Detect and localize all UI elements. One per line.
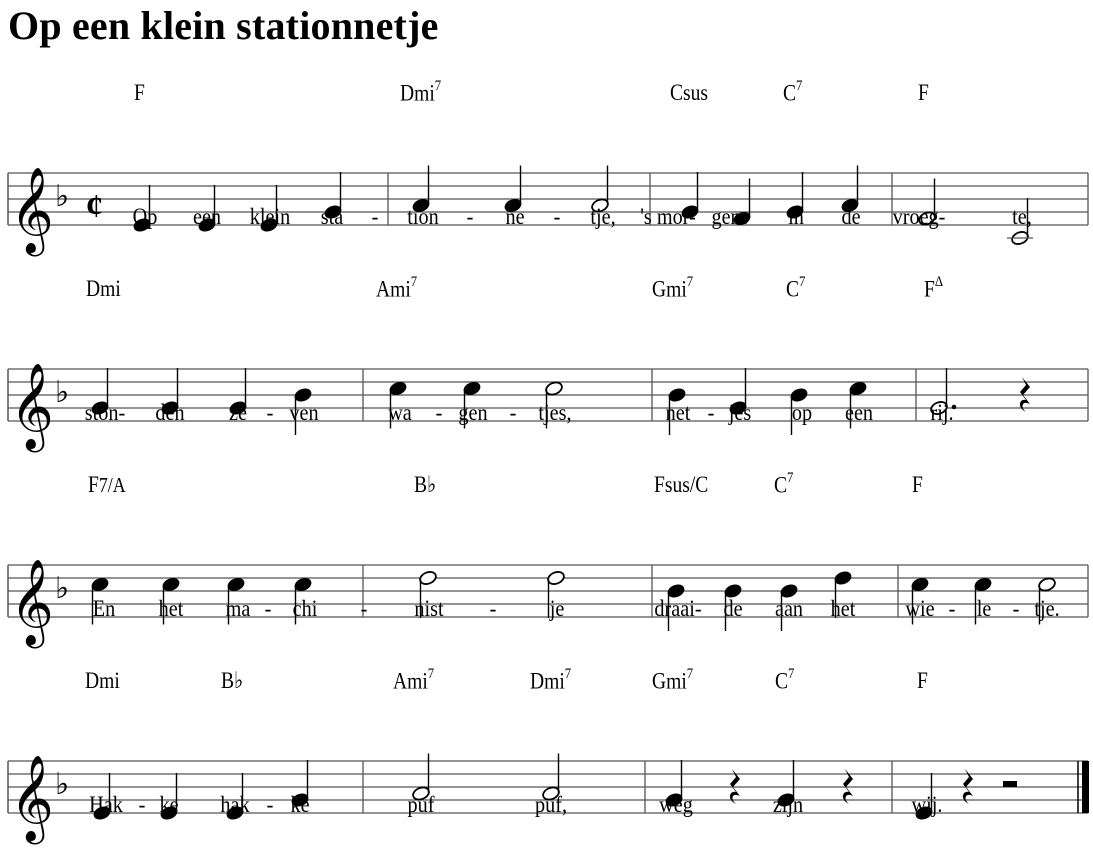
lyric-hyphen: -	[138, 792, 146, 817]
chord-extension: 7	[787, 470, 794, 486]
chord-root: Dmi	[85, 668, 120, 693]
lyric-syllable: En	[92, 596, 116, 621]
chord-symbol	[221, 668, 243, 694]
lyric-syllable: ke	[159, 792, 179, 817]
lyric-syllable: je	[549, 596, 565, 621]
chord-root: F	[924, 276, 935, 302]
chord-extension: 7	[788, 666, 795, 682]
chord-root: Dmi	[400, 80, 435, 106]
treble-clef-icon: 𝄞	[10, 559, 54, 645]
lyric-syllable: ston-	[84, 400, 126, 425]
chord-root: C	[786, 276, 800, 302]
lyric-syllable: aan	[774, 596, 804, 621]
lyric-syllable: tje,	[590, 204, 616, 229]
lyric-hyphen: -	[360, 596, 368, 621]
staff-3	[0, 450, 1093, 655]
chord-symbol	[912, 472, 923, 498]
staff-system-4	[0, 646, 1093, 851]
lyric-syllable: ven	[289, 400, 319, 425]
lyric-hyphen: -	[948, 596, 956, 621]
staff-system-2	[0, 254, 1093, 459]
lyric-syllable: het	[830, 596, 856, 621]
chord-symbol	[670, 80, 708, 106]
chord-symbol	[400, 80, 441, 107]
lyric-syllable: tje.	[1034, 596, 1060, 621]
chord-root: F	[918, 80, 929, 105]
lyric-syllable: net	[665, 400, 691, 425]
chord-root: F	[88, 472, 99, 497]
lyric-syllable: wij.	[911, 792, 943, 817]
chord-root: Dmi	[530, 668, 565, 694]
treble-clef-icon: 𝄞	[10, 755, 54, 841]
lyric-syllable: ma	[225, 596, 251, 621]
chord-symbol	[775, 668, 794, 695]
treble-clef-icon: 𝄞	[10, 363, 54, 449]
chord-root: F	[134, 80, 145, 105]
staff-system-3	[0, 450, 1093, 655]
chord-symbol	[654, 472, 708, 498]
chord-symbol	[414, 472, 436, 498]
lyric-syllable: een	[844, 400, 874, 425]
lyric-hyphen: -	[553, 204, 561, 229]
chord-symbol	[783, 80, 802, 107]
lyric-hyphen: -	[509, 400, 517, 425]
lyric-syllable: een	[192, 204, 222, 229]
chord-symbol	[918, 80, 929, 106]
lyric-syllable: gen	[458, 400, 488, 425]
lyric-syllable: draai-	[654, 596, 702, 621]
lyric-syllable: Hak	[89, 792, 123, 817]
half-rest-icon	[1003, 781, 1017, 787]
lyric-hyphen: -	[264, 596, 272, 621]
final-bar-line-thick	[1082, 761, 1089, 813]
lyric-syllable: klein	[249, 204, 291, 229]
chord-root: Gmi	[652, 276, 687, 302]
cut-time-icon: ¢	[86, 188, 103, 225]
chord-extension: 7	[410, 274, 418, 290]
key-signature-flat-icon: ♭	[55, 179, 70, 214]
lyric-syllable: sta	[320, 204, 344, 229]
lyric-syllable: ze	[229, 400, 247, 425]
lyric-syllable: gens	[711, 204, 749, 229]
lyric-hyphen: -	[371, 204, 379, 229]
chord-symbol	[393, 668, 434, 695]
chord-root: C	[775, 668, 789, 694]
key-signature-flat-icon: ♭	[55, 767, 70, 802]
staff-1	[0, 58, 1093, 263]
chord-extension: 7/A	[98, 473, 126, 497]
lyric-syllable: weg	[659, 792, 693, 817]
chord-extension: 7	[686, 666, 694, 682]
chord-extension: 7	[796, 78, 803, 94]
chord-extension: 7	[799, 274, 806, 290]
lyric-hyphen: -	[435, 400, 443, 425]
lyric-syllable: 's mor-	[640, 204, 696, 229]
chord-root: Fsus/C	[654, 472, 709, 497]
lyric-syllable: ke	[290, 792, 310, 817]
treble-clef-icon: 𝄞	[10, 167, 54, 253]
lyric-hyphen: -	[489, 596, 497, 621]
lyric-syllable: wie	[905, 596, 935, 621]
lyric-syllable: nist	[414, 596, 444, 621]
chord-symbol	[652, 276, 693, 303]
chord-symbol	[530, 668, 571, 695]
chord-symbol	[652, 668, 693, 695]
lyric-hyphen: -	[266, 792, 274, 817]
chord-root: Ami	[376, 276, 411, 302]
lyric-hyphen: -	[266, 400, 274, 425]
lyric-syllable: tion	[407, 204, 439, 229]
lyric-syllable: Op	[132, 204, 158, 229]
lyric-syllable: de	[841, 204, 861, 229]
chord-root: Csus	[670, 80, 709, 105]
chord-extension: 7	[564, 666, 572, 682]
chord-root: F	[917, 668, 928, 693]
lyric-syllable: le	[976, 596, 992, 621]
chord-symbol	[134, 80, 145, 106]
chord-root: Gmi	[652, 668, 687, 694]
chord-symbol	[86, 276, 121, 302]
lyric-syllable: rij.	[930, 400, 954, 425]
chord-root: B♭	[221, 668, 244, 693]
lyric-syllable: in	[788, 204, 804, 229]
lyric-syllable: ne	[505, 204, 525, 229]
chord-extension: Δ	[934, 274, 944, 290]
lyric-syllable: de	[723, 596, 743, 621]
chord-root: Dmi	[86, 276, 121, 301]
lyric-hyphen: -	[466, 204, 474, 229]
lyric-hyphen: -	[707, 400, 715, 425]
chord-symbol	[924, 276, 943, 303]
chord-root: C	[783, 80, 797, 106]
chord-extension: 7	[434, 78, 442, 94]
lyric-syllable: op	[791, 400, 813, 425]
lyric-syllable: puf	[407, 792, 435, 817]
lyric-syllable: puf,	[534, 792, 568, 817]
chord-symbol	[85, 668, 120, 694]
chord-root: Ami	[393, 668, 428, 694]
lyric-hyphen: -	[1012, 596, 1020, 621]
staff-system-1	[0, 58, 1093, 263]
chord-symbol	[774, 472, 793, 499]
lyric-syllable: wa	[388, 400, 412, 425]
chord-root: B♭	[414, 472, 437, 497]
chord-symbol	[917, 668, 928, 694]
song-title: Op een klein stationnetje	[8, 3, 439, 48]
chord-symbol	[786, 276, 805, 303]
lyric-syllable: jes	[728, 400, 752, 425]
lyric-syllable: den	[155, 400, 185, 425]
chord-root: F	[912, 472, 923, 497]
key-signature-flat-icon: ♭	[55, 375, 70, 410]
chord-extension: 7	[686, 274, 694, 290]
chord-symbol	[376, 276, 417, 303]
lyric-syllable: het	[158, 596, 184, 621]
lyric-syllable: te,	[1012, 204, 1032, 229]
chord-extension: 7	[427, 666, 435, 682]
chord-root: C	[774, 472, 788, 498]
lyric-syllable: hak	[220, 792, 250, 817]
lyric-syllable: tjes,	[538, 400, 572, 425]
key-signature-flat-icon: ♭	[55, 571, 70, 606]
lyric-syllable: chi	[292, 596, 318, 621]
lyric-syllable: zijn	[772, 792, 804, 817]
lyric-syllable: vroeg-	[892, 204, 946, 229]
chord-symbol	[88, 472, 126, 498]
